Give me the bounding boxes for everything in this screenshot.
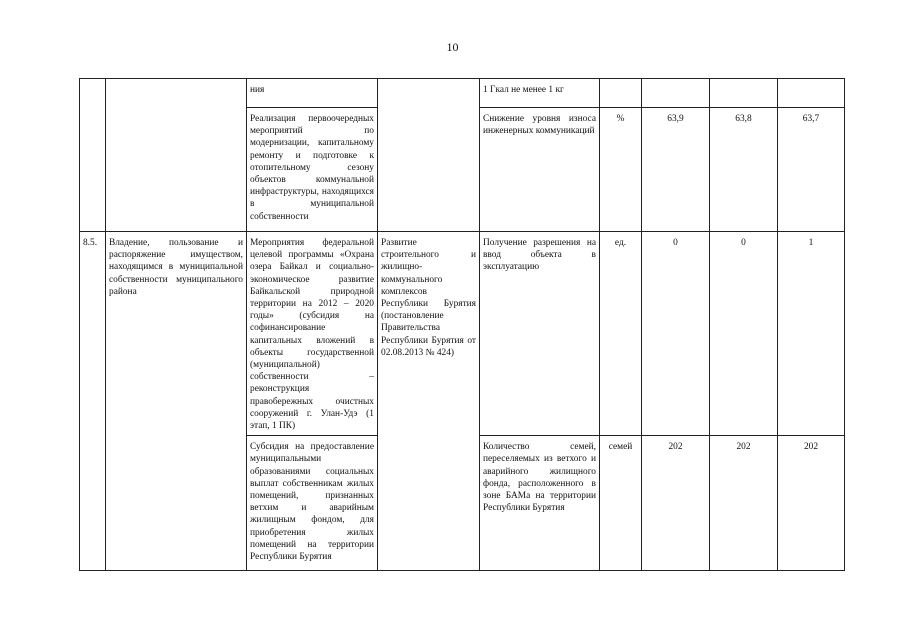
cell-measure: Субсидия на предоставление муниципальными образованиями социальных выплат собственникам жилых помещений, признанных ветхим и аварийным жилищным фондом, для приобретения жилых помещений на территории Республики Бурятия	[247, 436, 378, 571]
cell-value-2: 202	[710, 436, 778, 571]
cell-value-1	[642, 79, 710, 108]
cell-value-3: 63,7	[778, 108, 845, 232]
cell-program: Развитие строительного и жилищно-коммунального комплексов Республики Бурятия (постановление Правительства Республики Бурятия от 02.08.2013 № 424)	[378, 232, 480, 571]
cell-value-1: 0	[642, 232, 710, 436]
program-table	[79, 78, 845, 571]
cell-program	[378, 79, 480, 232]
table-row	[80, 232, 845, 436]
cell-task	[106, 79, 247, 232]
cell-measure: Реализация первоочередных мероприятий по модернизации, капитальному ремонту и подготовке к отопительному сезону объектов коммунальной инфраструктуры, находящихся в муниципальной собственности	[247, 108, 378, 232]
cell-indicator: Получение разрешения на ввод объекта в эксплуатацию	[480, 232, 600, 436]
cell-value-1: 63,9	[642, 108, 710, 232]
cell-number	[80, 79, 106, 232]
cell-indicator: Снижение уровня износа инженерных коммуникаций	[480, 108, 600, 232]
table-row	[80, 79, 845, 108]
page-number: 10	[446, 40, 459, 54]
cell-number: 8.5.	[80, 232, 106, 571]
cell-indicator: Количество семей, переселяемых из ветхого и аварийного жилищного фонда, расположенного в зоне БАМа на территории Республики Бурятия	[480, 436, 600, 571]
cell-task: Владение, пользование и распоряжение имуществом, находящимся в муниципальной собственности муниципального района	[106, 232, 247, 571]
cell-unit	[600, 79, 642, 108]
cell-value-2: 0	[710, 232, 778, 436]
cell-indicator: 1 Гкал не менее 1 кг	[480, 79, 600, 108]
cell-unit: семей	[600, 436, 642, 571]
cell-measure: Мероприятия федеральной целевой программы «Охрана озера Байкал и социально-экономическое развитие Байкальской природной территории на 2012 – 2020 годы» (субсидия на софинансирование капитальных вложений в объекты государственной (муниципальной) собственности – реконструкция правобережных очистных сооружений г. Улан-Удэ (1 этап, 1 ПК)	[247, 232, 378, 436]
cell-unit: %	[600, 108, 642, 232]
cell-value-2: 63,8	[710, 108, 778, 232]
cell-measure: ния	[247, 79, 378, 108]
cell-unit: ед.	[600, 232, 642, 436]
cell-value-2	[710, 79, 778, 108]
cell-value-3: 202	[778, 436, 845, 571]
cell-value-3	[778, 79, 845, 108]
cell-value-1: 202	[642, 436, 710, 571]
cell-value-3: 1	[778, 232, 845, 436]
